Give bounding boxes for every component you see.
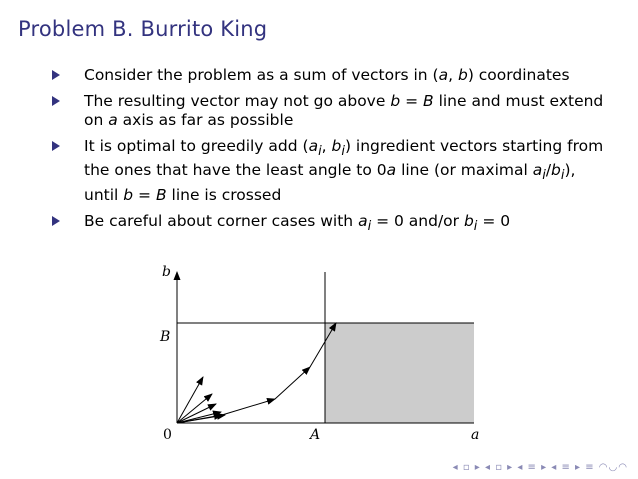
bullet-item: It is optimal to greedily add ($a_i$, $b_i$) ingredient vectors starting from the ones that have the least angle to 0a line (or maximal $a_i/b_i$), until b = B line is crossed [52,137,612,206]
x-axis-label: a [471,427,480,443]
triangle-bullet-icon [52,70,60,80]
triangle-bullet-icon [52,96,60,106]
bullet-item: The resulting vector may not go above b = B line and must extend on a axis as far as possible [52,92,612,131]
a-line-label: A [310,427,321,443]
greedy-sum-vector [275,367,310,399]
beamer-navigation[interactable]: ◂ ▫ ▸ ◂ ▫ ▸ ◂ ≡ ▸ ◂ ≡ ▸ ≡ ◠◡◠ [452,462,628,473]
bullet-item: Consider the problem as a sum of vectors in (a, b) coordinates [52,66,612,86]
origin-label: 0 [163,427,172,443]
vector-diagram [150,260,490,450]
triangle-bullet-icon [52,216,60,226]
triangle-bullet-icon [52,141,60,151]
greedy-sum-vector [177,415,222,423]
feasible-region [325,323,474,423]
ingredient-vector [177,377,203,423]
greedy-sum-vector [222,399,275,415]
bullet-item: Be careful about corner cases with $a_i = 0$ and/or $b_i = 0$ [52,212,612,237]
slide-title: Problem B. Burrito King [18,17,268,41]
b-line-label: B [160,329,171,345]
bullet-list [52,66,612,242]
y-axis-label: b [162,264,171,280]
